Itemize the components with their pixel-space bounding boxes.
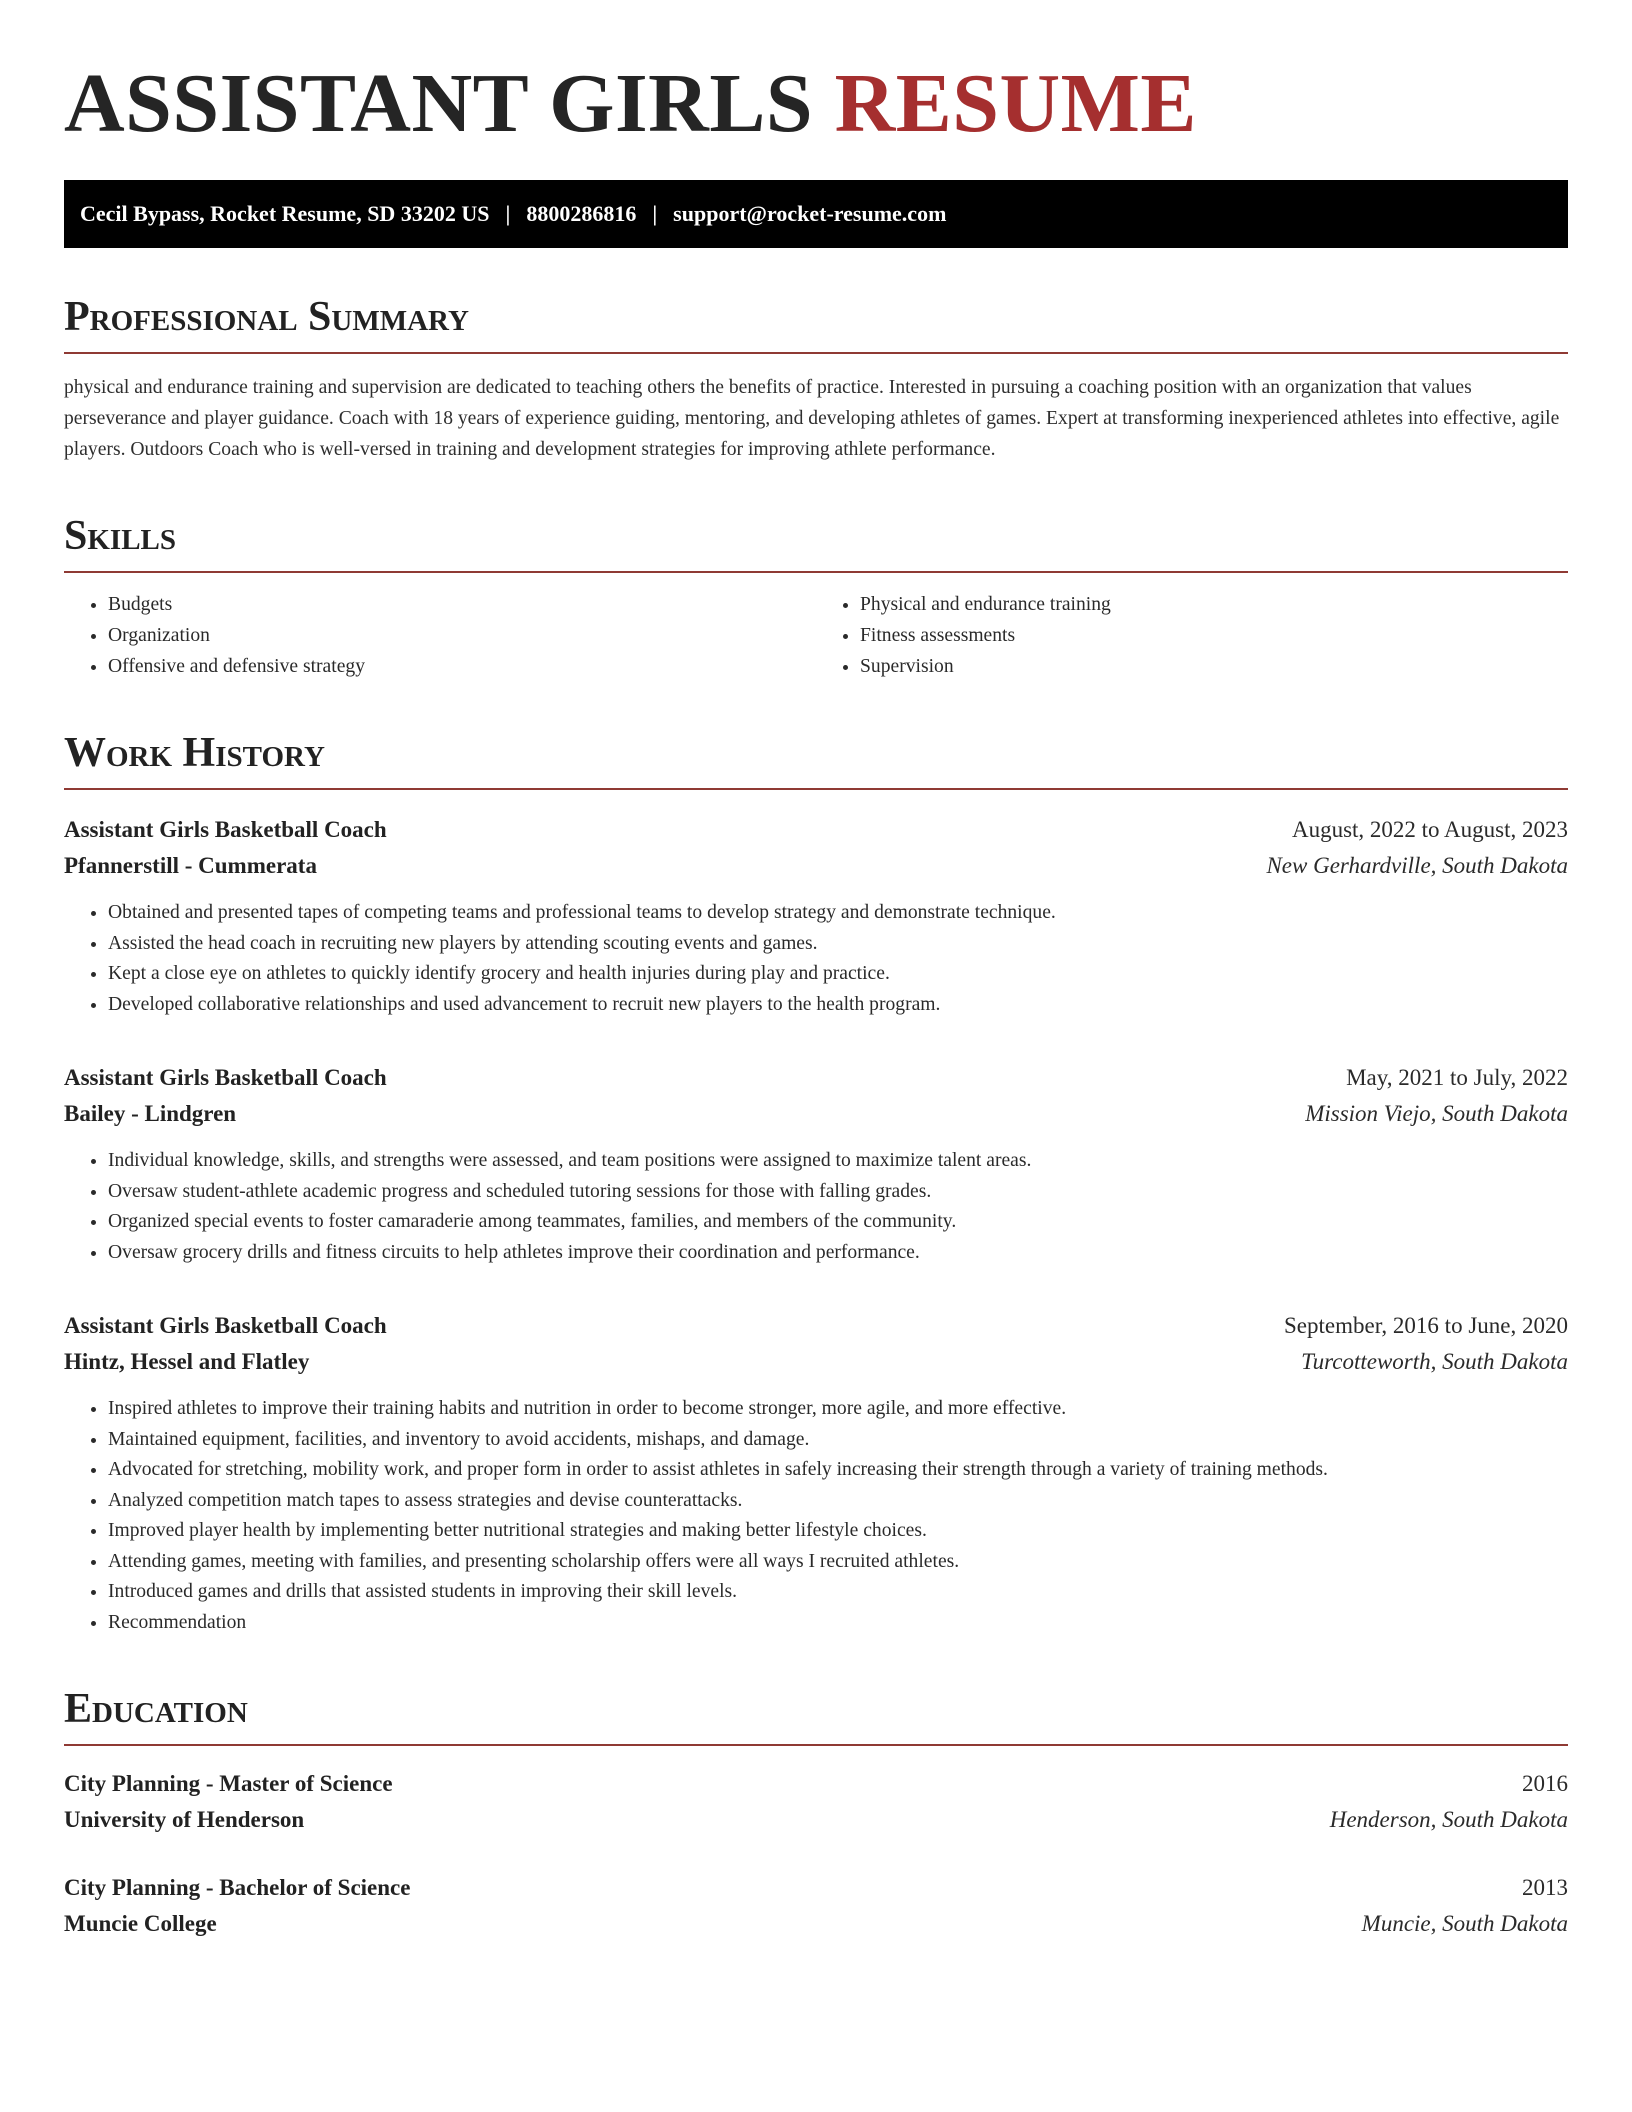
job-header-row (64, 1308, 1568, 1344)
education-school-row (64, 1802, 1568, 1838)
contact-separator: | (652, 201, 658, 226)
job-location: Turcotteworth, South Dakota (1301, 1349, 1568, 1374)
job-bullets (64, 1146, 1568, 1268)
job-bullet: • Oversaw student-athlete academic progress and scheduled tutoring sessions for those with falling grades. (108, 1177, 1568, 1208)
job-company: Pfannerstill - Cummerata (64, 853, 317, 878)
contact-separator: | (505, 201, 511, 226)
job-dates: May, 2021 to July, 2022 (1346, 1065, 1568, 1090)
skill-item: • Organization (108, 620, 816, 651)
education-degree-row (64, 1870, 1568, 1906)
skills-heading: Skills (64, 511, 1568, 573)
contact-address: Cecil Bypass, Rocket Resume, SD 33202 US (80, 201, 490, 226)
education-location: Henderson, South Dakota (1329, 1807, 1568, 1832)
job-entry (64, 1308, 1568, 1638)
job-bullet: • Analyzed competition match tapes to assess strategies and devise counterattacks. (108, 1486, 1568, 1517)
education-section (64, 1684, 1568, 1942)
job-header-row (64, 812, 1568, 848)
title-accent: RESUME (834, 57, 1197, 150)
work-history-section (64, 728, 1568, 1638)
job-header-row (64, 1060, 1568, 1096)
education-year: 2013 (1522, 1875, 1568, 1900)
job-bullet: • Improved player health by implementing better nutritional strategies and making better lifestyle choices. (108, 1516, 1568, 1547)
education-year: 2016 (1522, 1771, 1568, 1796)
job-dates: September, 2016 to June, 2020 (1284, 1313, 1568, 1338)
job-company-row (64, 848, 1568, 884)
job-title: Assistant Girls Basketball Coach (64, 1065, 387, 1090)
contact-email: support@rocket-resume.com (673, 201, 947, 226)
job-title: Assistant Girls Basketball Coach (64, 1313, 387, 1338)
education-degree-row (64, 1766, 1568, 1802)
job-bullets (64, 1394, 1568, 1638)
education-entry (64, 1766, 1568, 1838)
job-bullet: • Individual knowledge, skills, and strengths were assessed, and team positions were assigned to maximize talent areas. (108, 1146, 1568, 1177)
skill-item: • Supervision (860, 651, 1568, 682)
title-main: ASSISTANT GIRLS (64, 57, 814, 150)
job-bullet: • Inspired athletes to improve their training habits and nutrition in order to become stronger, more agile, and more effective. (108, 1394, 1568, 1425)
job-bullet: • Developed collaborative relationships and used advancement to recruit new players to the health program. (108, 990, 1568, 1021)
contact-phone: 8800286816 (526, 201, 637, 226)
job-bullet: • Oversaw grocery drills and fitness circuits to help athletes improve their coordination and performance. (108, 1238, 1568, 1269)
job-bullet: • Kept a close eye on athletes to quickly identify grocery and health injuries during play and practice. (108, 959, 1568, 990)
skill-item: • Offensive and defensive strategy (108, 651, 816, 682)
education-degree: City Planning - Bachelor of Science (64, 1875, 411, 1900)
job-bullet: • Obtained and presented tapes of competing teams and professional teams to develop strategy and demonstrate technique. (108, 898, 1568, 929)
job-bullet: • Organized special events to foster camaraderie among teammates, families, and members of the community. (108, 1207, 1568, 1238)
job-location: New Gerhardville, South Dakota (1266, 853, 1568, 878)
skill-item: • Physical and endurance training (860, 589, 1568, 620)
summary-heading: Professional Summary (64, 292, 1568, 354)
job-entry (64, 812, 1568, 1020)
skills-section (64, 511, 1568, 682)
education-school-row (64, 1906, 1568, 1942)
resume-title (64, 58, 1568, 150)
skill-item: • Budgets (108, 589, 816, 620)
summary-section (64, 292, 1568, 465)
job-bullet: • Assisted the head coach in recruiting new players by attending scouting events and games. (108, 929, 1568, 960)
job-bullet: • Attending games, meeting with families, and presenting scholarship offers were all ways I recruited athletes. (108, 1547, 1568, 1578)
work-history-heading: Work History (64, 728, 1568, 790)
contact-bar (64, 180, 1568, 248)
summary-text: physical and endurance training and supervision are dedicated to teaching others the benefits of practice. Interested in pursuing a coaching position with an organization that values perseverance and player guidance. Coach with 18 years of experience guiding, mentoring, and developing athletes of games. Expert at transforming inexperienced athletes into effective, agile players. Outdoors Coach who is well-versed in training and development strategies for improving athlete performance. (64, 377, 1560, 460)
job-bullet: • Maintained equipment, facilities, and inventory to avoid accidents, mishaps, and damage. (108, 1425, 1568, 1456)
job-bullets (64, 898, 1568, 1020)
skill-item: • Fitness assessments (860, 620, 1568, 651)
job-bullet: • Recommendation (108, 1608, 1568, 1639)
job-title: Assistant Girls Basketball Coach (64, 817, 387, 842)
job-location: Mission Viejo, South Dakota (1305, 1101, 1568, 1126)
skills-left-list (64, 589, 816, 682)
job-entry (64, 1060, 1568, 1268)
education-degree: City Planning - Master of Science (64, 1771, 393, 1796)
education-location: Muncie, South Dakota (1361, 1911, 1568, 1936)
job-dates: August, 2022 to August, 2023 (1291, 817, 1568, 842)
job-company: Bailey - Lindgren (64, 1101, 237, 1126)
education-entry (64, 1870, 1568, 1942)
job-company: Hintz, Hessel and Flatley (64, 1349, 310, 1374)
skills-columns (64, 589, 1568, 682)
job-bullet: • Advocated for stretching, mobility work, and proper form in order to assist athletes in safely increasing their strength through a variety of training methods. (108, 1455, 1568, 1486)
job-company-row (64, 1096, 1568, 1132)
education-school: University of Henderson (64, 1807, 305, 1832)
job-company-row (64, 1344, 1568, 1380)
skills-right-list (816, 589, 1568, 682)
job-bullet: • Introduced games and drills that assisted students in improving their skill levels. (108, 1577, 1568, 1608)
education-heading: Education (64, 1684, 1568, 1746)
education-school: Muncie College (64, 1911, 217, 1936)
